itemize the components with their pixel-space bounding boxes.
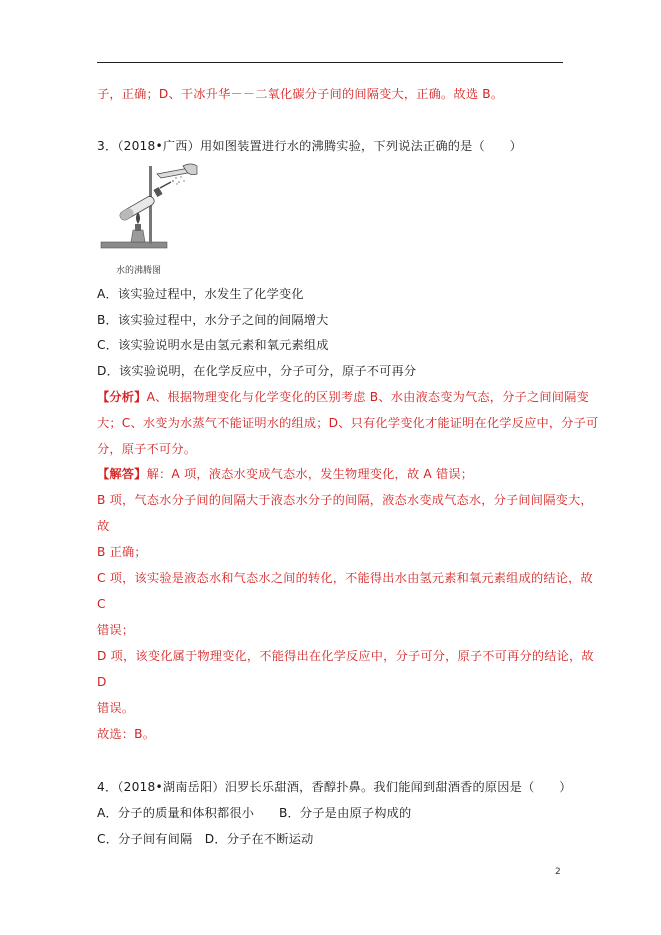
question-3-stem: 3．（2018•广西）用如图装置进行水的沸腾实验，下列说法正确的是（ ）: [97, 139, 523, 153]
analysis-line-2: 大；C、水变为水蒸气不能证明水的组成；D、只有化学变化才能证明在化学反应中，分子可: [97, 416, 599, 430]
answer-line-4: B 正确；: [97, 545, 147, 559]
previous-answer-tail: 子，正确；D、干冰升华－－二氧化碳分子间的间隔变大，正确。故选 B。: [97, 87, 504, 101]
answer-line-11: 故选：B。: [97, 727, 156, 741]
analysis-text: A、根据物理变化与化学变化的区别考虑 B、水由液态变为气态，分子之间间隔变: [146, 390, 589, 404]
answer-label: 【解答】: [97, 467, 147, 481]
boiling-water-apparatus-figure: [97, 160, 202, 278]
answer-line-3: 故: [97, 519, 110, 533]
answer-line-1: [97, 466, 473, 482]
answer-line-9: D: [97, 675, 107, 689]
question-3-option-a: A．该实验过程中，水发生了化学变化: [97, 287, 304, 301]
question-4-options-row-1: A．分子的质量和体积都很小 B．分子是由原子构成的: [97, 806, 412, 820]
analysis-line-3: 分，原子不可分。: [97, 442, 197, 456]
answer-line-7: 错误；: [97, 623, 135, 637]
analysis-line-1: [97, 389, 589, 405]
page-number: 2: [555, 867, 561, 877]
question-3-option-c: C．该实验说明水是由氢元素和氧元素组成: [97, 338, 329, 352]
answer-line-8: D 项，该变化属于物理变化，不能得出在化学反应中，分子可分，原子不可再分的结论，故: [97, 649, 594, 663]
analysis-label: 【分析】: [97, 390, 147, 404]
answer-line-6: C: [97, 597, 106, 611]
answer-text: 解：A 项，液态水变成气态水，发生物理变化，故 A 错误；: [146, 467, 474, 481]
question-3-option-d: D．该实验说明，在化学反应中，分子可分，原子不可再分: [97, 364, 417, 378]
answer-line-10: 错误。: [97, 701, 135, 715]
answer-line-5: C 项，该实验是液态水和气态水之间的转化，不能得出水由氢元素和氧元素组成的结论，故: [97, 571, 593, 585]
question-3-option-b: B．该实验过程中，水分子之间的间隔增大: [97, 313, 329, 327]
header-rule: [97, 62, 563, 63]
question-4-options-row-2: C．分子间有间隔 D．分子在不断运动: [97, 832, 314, 846]
answer-line-2: B 项，气态水分子间的间隔大于液态水分子的间隔，液态水变成气态水，分子间间隔变大，: [97, 493, 593, 507]
figure-caption: 水的沸腾图: [116, 266, 162, 276]
question-4-stem: 4．（2018•湖南岳阳）汨罗长乐甜酒，香醇扑鼻。我们能闻到甜酒香的原因是（ ）: [97, 780, 572, 794]
